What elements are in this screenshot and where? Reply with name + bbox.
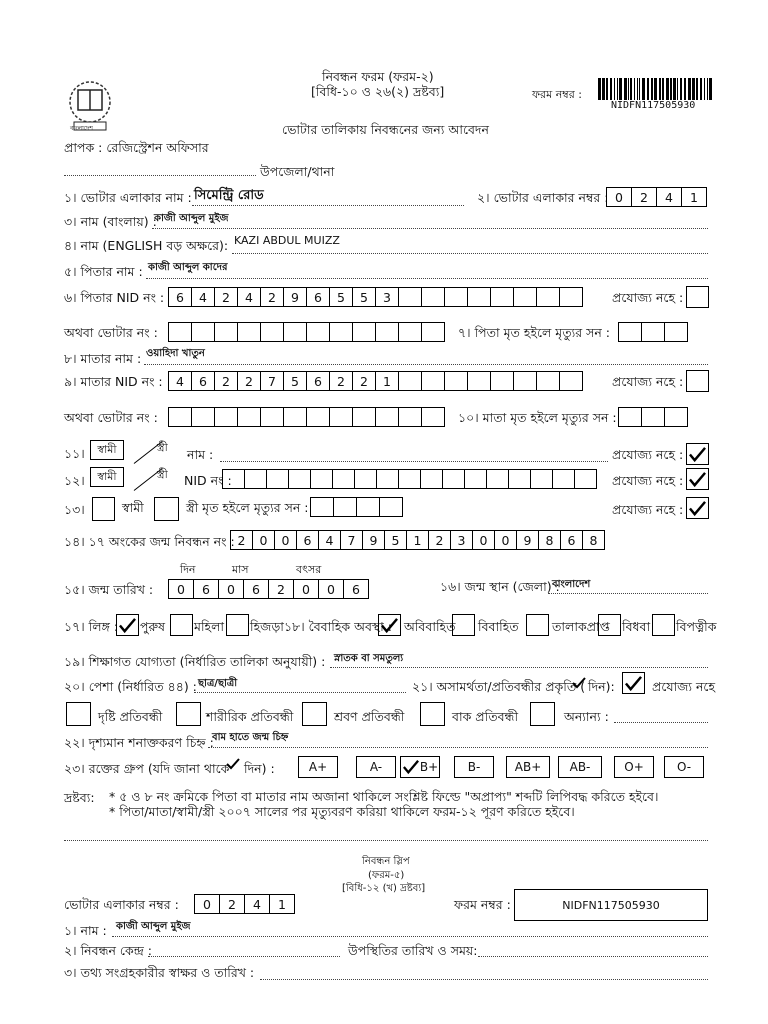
digit-box[interactable]: 0 (274, 530, 297, 550)
disability-na-checkbox[interactable] (622, 672, 645, 694)
barcode-bar (651, 78, 653, 100)
field-22-value[interactable]: বাম হাতে জন্ম চিহ্ন (212, 732, 289, 743)
barcode-text: NIDFN117505930 (611, 100, 696, 111)
voter-no-label-1: অথবা ভোটার নং : (64, 325, 158, 340)
digit-box[interactable]: 7 (260, 371, 284, 391)
digit-box[interactable] (508, 469, 531, 489)
widow-checkbox[interactable] (598, 614, 621, 636)
spouse-death-year-boxes[interactable] (310, 497, 402, 517)
digit-box[interactable]: 0 (494, 530, 517, 550)
barcode (598, 78, 714, 100)
divorced-checkbox[interactable] (526, 614, 549, 636)
digit-box[interactable] (444, 371, 468, 391)
barcode-bar (602, 78, 605, 100)
blood-group-label: B- (467, 760, 481, 774)
physical-label: শারীরিক প্রতিবন্ধী (206, 709, 294, 724)
digit-box[interactable] (329, 407, 353, 427)
barcode-bar (696, 78, 698, 100)
na-label-9: প্রযোজ্য নহে : (612, 374, 684, 389)
digit-box[interactable] (490, 371, 514, 391)
digit-box[interactable]: 0 (218, 579, 244, 599)
digit-box[interactable]: 2 (214, 371, 238, 391)
digit-box[interactable] (467, 287, 491, 307)
form-number-label: ফরম নম্বর : (532, 88, 582, 101)
hearing-label: শ্রবণ প্রতিবন্ধী (334, 709, 405, 724)
digit-box[interactable] (191, 322, 215, 342)
digit-box[interactable] (559, 371, 583, 391)
digit-box[interactable]: 2 (219, 894, 245, 914)
blood-group-label: O+ (624, 760, 644, 774)
field-18-label: ১৮। বৈবাহিক অবস্থা : (284, 619, 392, 634)
blood-group-abpos[interactable] (506, 756, 550, 778)
other-checkbox[interactable] (530, 702, 555, 726)
barcode-bar (673, 78, 676, 100)
voter-no-label-2: অথবা ভোটার নং : (64, 410, 158, 425)
digit-box[interactable] (574, 469, 597, 489)
digit-box[interactable] (306, 322, 330, 342)
mother-nid-boxes[interactable] (168, 371, 582, 391)
field-23-label: ২৩। রক্তের গ্রুপ (যদি জানা থাকে (64, 761, 230, 776)
digit-box[interactable] (214, 407, 238, 427)
field-16-label: ১৬। জন্ম স্থান (জেলা) : (440, 579, 560, 594)
digit-box[interactable]: 8 (538, 530, 561, 550)
digit-box[interactable] (513, 371, 537, 391)
barcode-bar (630, 78, 632, 100)
blood-group-opos[interactable] (614, 756, 654, 778)
female-label: মহিলা (194, 619, 225, 634)
blood-group-label: AB+ (514, 760, 542, 774)
field-8-value[interactable]: ওয়াহিদা খাতুন (146, 348, 205, 359)
check-icon (380, 617, 399, 634)
husband-box-12[interactable]: স্বামী (90, 467, 124, 487)
slip-name-value[interactable]: কাজী আব্দুল মুইজ (116, 921, 191, 932)
field-12-label: ১২। (64, 473, 85, 488)
slip-form-no-label: ফরম নম্বর : (454, 897, 511, 912)
digit-box[interactable] (376, 469, 399, 489)
unmarried-label: অবিবাহিত (404, 619, 456, 634)
field-1-value[interactable]: সিমেন্ট্রি রোড (194, 188, 264, 203)
digit-box[interactable] (356, 497, 380, 517)
digit-box[interactable]: 2 (352, 371, 376, 391)
digit-box[interactable] (559, 287, 583, 307)
digit-box[interactable]: 9 (516, 530, 539, 550)
physical-checkbox[interactable] (176, 702, 201, 726)
digit-box[interactable]: 6 (191, 371, 215, 391)
digit-box[interactable] (237, 407, 261, 427)
field-5-value[interactable]: কাজী আব্দুল কাদের (148, 262, 228, 273)
na-checkbox-9[interactable] (686, 370, 709, 392)
na-checkbox-12[interactable] (686, 468, 709, 490)
blood-group-bneg[interactable] (454, 756, 494, 778)
digit-box[interactable] (191, 407, 215, 427)
digit-box[interactable] (222, 469, 245, 489)
slip-title: নিবন্ধন স্লিপ (362, 856, 410, 867)
barcode-bar (619, 78, 622, 100)
field-20-value[interactable]: ছাত্র/ছাত্রী (198, 678, 238, 689)
barcode-bar (617, 78, 618, 100)
na-label-11: প্রযোজ্য নহে : (612, 447, 684, 462)
barcode-bar (624, 78, 627, 100)
field-8-label: ৮। মাতার নাম : (64, 351, 142, 366)
digit-box[interactable] (618, 322, 642, 342)
tick-icon-23 (226, 758, 240, 774)
barcode-bar (642, 78, 645, 100)
barcode-bar (659, 78, 661, 100)
digit-box[interactable]: 0 (252, 530, 275, 550)
hearing-checkbox[interactable] (302, 702, 327, 726)
birth-registration-boxes[interactable] (230, 530, 604, 550)
note-2: * পিতা/মাতা/স্বামী/স্ত্রী ২০০৭ সালের পর মৃত্যুবরণ করিয়া থাকিলে ফরম-১২ পূরণ করিতে হইবে। (109, 804, 575, 819)
field-2-label: ২। ভোটার এলাকার নম্বর : (477, 190, 609, 205)
na-label-12: প্রযোজ্য নহে : (612, 473, 684, 488)
barcode-bar (707, 78, 708, 100)
digit-box[interactable]: 2 (214, 287, 238, 307)
digit-box[interactable]: 1 (406, 530, 429, 550)
digit-box[interactable] (442, 469, 465, 489)
na-label-6: প্রযোজ্য নহে : (612, 290, 684, 305)
digit-box[interactable] (490, 287, 514, 307)
digit-box[interactable] (310, 469, 333, 489)
digit-box[interactable] (352, 322, 376, 342)
father-death-year-boxes[interactable] (618, 322, 687, 342)
digit-box[interactable]: 6 (306, 371, 330, 391)
husband-checkbox-13[interactable] (92, 497, 115, 521)
barcode-bar (637, 78, 638, 100)
digit-box[interactable] (421, 407, 445, 427)
slip-name-label: ১। নাম : (64, 923, 107, 938)
blood-group-aneg[interactable] (356, 756, 396, 778)
digit-box[interactable] (421, 322, 445, 342)
field-11-label: ১১। (64, 446, 85, 461)
married-label: বিবাহিত (478, 619, 519, 634)
digit-box[interactable] (283, 407, 307, 427)
widow-label: বিধবা (622, 619, 651, 634)
barcode-bar (670, 78, 672, 100)
digit-box[interactable] (375, 407, 399, 427)
field-9-label: ৯। মাতার NID নং : (64, 374, 163, 389)
field-23-tick-label: দিন) : (244, 761, 275, 776)
slip-rule: [বিধি-১২ (খ) দ্রষ্টব্য] (342, 883, 426, 894)
na-checkbox-13[interactable] (686, 497, 709, 519)
digit-box[interactable] (664, 322, 688, 342)
digit-box[interactable] (552, 469, 575, 489)
digit-box[interactable] (398, 371, 422, 391)
digit-box[interactable] (664, 407, 688, 427)
digit-box[interactable]: 5 (352, 287, 376, 307)
digit-box[interactable] (333, 497, 357, 517)
field-1-label: ১। ভোটার এলাকার নাম : (64, 190, 192, 205)
field-13-label: ১৩। (64, 502, 85, 517)
hijra-label: হিজড়া (250, 619, 284, 634)
digit-box[interactable] (398, 407, 422, 427)
digit-box[interactable]: 0 (318, 579, 344, 599)
digit-box[interactable]: 1 (269, 894, 295, 914)
digit-box[interactable] (420, 469, 443, 489)
vision-checkbox[interactable] (66, 702, 91, 726)
male-checkbox[interactable] (116, 614, 139, 636)
digit-box[interactable]: 3 (450, 530, 473, 550)
other-label: অন্যান্য : (564, 709, 609, 724)
digit-box[interactable]: 3 (375, 287, 399, 307)
wife-checkbox-13[interactable] (154, 497, 179, 521)
digit-box[interactable] (288, 469, 311, 489)
barcode-bar (610, 78, 612, 100)
digit-box[interactable] (260, 322, 284, 342)
upazila-label: উপজেলা/থানা (260, 164, 335, 179)
digit-box[interactable]: 9 (283, 287, 307, 307)
slip-area-label: ভোটার এলাকার নম্বর : (64, 897, 179, 912)
blood-group-oneg[interactable] (664, 756, 704, 778)
digit-box[interactable] (375, 322, 399, 342)
digit-box[interactable]: 4 (237, 287, 261, 307)
slip-time-label: উপস্থিতির তারিখ ও সময়: (348, 943, 478, 958)
digit-box[interactable] (168, 322, 192, 342)
spouse-death-label: স্ত্রী মৃত হইলে মৃত্যুর সন : (186, 500, 309, 515)
barcode-bar (709, 78, 712, 100)
blood-group-bpos[interactable] (400, 756, 440, 778)
digit-box[interactable] (398, 287, 422, 307)
barcode-bar (688, 78, 691, 100)
check-icon (118, 617, 137, 634)
digit-box[interactable] (244, 469, 267, 489)
digit-box[interactable] (329, 322, 353, 342)
field-19-label: ১৯। শিক্ষাগত যোগ্যতা (নির্ধারিত তালিকা অনুযায়ী) : (64, 654, 326, 669)
digit-box[interactable] (352, 407, 376, 427)
note-1: * ৫ ও ৮ নং ক্রমিকে পিতা বা মাতার নাম অজানা থাকিলে সংশ্লিষ্ট ফিল্ডে "অপ্রাপ্য" শব্দটি লিপিবদ্ধ করিতে হইবে। (109, 789, 659, 804)
digit-box[interactable]: 2 (428, 530, 451, 550)
male-label: পুরুষ (140, 619, 165, 634)
digit-box[interactable]: 6 (306, 287, 330, 307)
vision-label: দৃষ্টি প্রতিবন্ধী (98, 709, 163, 724)
check-icon (624, 675, 643, 692)
digit-box[interactable] (168, 407, 192, 427)
digit-box[interactable] (260, 407, 284, 427)
digit-box[interactable]: 5 (329, 287, 353, 307)
barcode-bar (700, 78, 702, 100)
digit-box[interactable]: 9 (362, 530, 385, 550)
speech-checkbox[interactable] (420, 702, 445, 726)
logo-caption: বাংলাদেশ (70, 125, 93, 132)
digit-box[interactable]: 4 (656, 187, 682, 207)
digit-box[interactable] (513, 287, 537, 307)
field-4-value[interactable]: KAZI ABDUL MUIZZ (234, 234, 340, 247)
digit-box[interactable] (618, 407, 642, 427)
digit-box[interactable] (398, 469, 421, 489)
digit-box[interactable] (536, 371, 560, 391)
barcode-bar (677, 78, 678, 100)
barcode-bar (692, 78, 695, 100)
form-subtitle: ভোটার তালিকায় নিবন্ধনের জন্য আবেদন (282, 122, 489, 137)
digit-box[interactable] (332, 469, 355, 489)
digit-box[interactable] (530, 469, 553, 489)
digit-box[interactable] (283, 322, 307, 342)
note-label: দ্রষ্টব্য: (64, 790, 95, 805)
recipient: প্রাপক : রেজিস্ট্রেশন অফিসার (64, 140, 209, 155)
widower-label: বিপত্নীক (676, 619, 717, 634)
nid-label-12: NID নং : (184, 473, 232, 488)
slip-form: (ফরম-৫) (368, 870, 405, 881)
digit-box[interactable] (641, 322, 665, 342)
speech-label: বাক প্রতিবন্ধী (452, 709, 519, 724)
field-14-label: ১৪। ১৭ অংকের জন্ম নিবন্ধন নং : (64, 534, 235, 549)
digit-box[interactable]: 0 (194, 894, 220, 914)
date-of-birth-boxes[interactable] (168, 579, 368, 599)
barcode-bar (628, 78, 629, 100)
blood-group-apos[interactable] (298, 756, 338, 778)
digit-box[interactable]: 4 (191, 287, 215, 307)
na-checkbox-11[interactable] (686, 443, 709, 465)
blood-group-label: O- (676, 760, 692, 774)
digit-box[interactable] (421, 287, 445, 307)
digit-box[interactable]: 0 (168, 579, 194, 599)
field-20-label: ২০। পেশা (নির্ধারিত ৪৪) : (64, 679, 197, 694)
barcode-bar (680, 78, 682, 100)
blood-group-label: B+ (419, 760, 439, 774)
digit-box[interactable]: 4 (244, 894, 270, 914)
blood-group-label: A- (369, 760, 383, 774)
mother-voter-no-boxes[interactable] (168, 407, 444, 427)
year-label: বৎসর (296, 563, 322, 576)
father-voter-no-boxes[interactable] (168, 322, 444, 342)
barcode-bar (606, 78, 608, 100)
field-19-value[interactable]: স্নাতক বা সমতুল্য (334, 653, 404, 664)
digit-box[interactable]: 1 (375, 371, 399, 391)
form-rule: [বিধি-১০ ও ২৬(২) দ্রষ্টব্য] (311, 84, 445, 99)
digit-box[interactable] (379, 497, 403, 517)
digit-box[interactable] (214, 322, 238, 342)
digit-box[interactable] (467, 371, 491, 391)
day-label: দিন (180, 563, 196, 576)
disability-na-label: প্রযোজ্য নহে (652, 679, 716, 694)
digit-box[interactable]: 2 (631, 187, 657, 207)
na-checkbox-6[interactable] (686, 286, 709, 308)
digit-box[interactable]: 6 (193, 579, 219, 599)
hijra-checkbox[interactable] (226, 614, 249, 636)
digit-box[interactable] (486, 469, 509, 489)
barcode-bar (614, 78, 615, 100)
unmarried-checkbox[interactable] (378, 614, 401, 636)
blood-group-label: AB- (569, 760, 591, 774)
slip-center-label: ২। নিবন্ধন কেন্দ্র : (64, 943, 153, 958)
check-icon (688, 471, 707, 488)
digit-box[interactable] (536, 287, 560, 307)
wife-label-12: স্ত্রী (157, 468, 168, 481)
digit-box[interactable]: 7 (340, 530, 363, 550)
digit-box[interactable]: 0 (606, 187, 632, 207)
digit-box[interactable]: 1 (681, 187, 707, 207)
digit-box[interactable] (306, 407, 330, 427)
digit-box[interactable]: 4 (168, 371, 192, 391)
digit-box[interactable] (354, 469, 377, 489)
check-icon (688, 500, 707, 517)
field-22-label: ২২। দৃশ্যমান শনাক্তকরণ চিহ্ন : (64, 735, 214, 750)
digit-box[interactable]: 2 (268, 579, 294, 599)
widower-checkbox[interactable] (652, 614, 675, 636)
slip-sign-label: ৩। তথ্য সংগ্রহকারীর স্বাক্ষর ও তারিখ : (64, 965, 255, 980)
month-label: মাস (232, 563, 249, 576)
digit-box[interactable]: 6 (296, 530, 319, 550)
digit-box[interactable] (444, 287, 468, 307)
digit-box[interactable]: 4 (318, 530, 341, 550)
digit-box[interactable]: 5 (283, 371, 307, 391)
digit-box[interactable]: 0 (293, 579, 319, 599)
field-15-label: ১৫। জন্ম তারিখ : (64, 582, 154, 597)
digit-box[interactable] (310, 497, 334, 517)
field-10-label: ১০। মাতা মৃত হইলে মৃত্যুর সন : (458, 410, 617, 425)
barcode-bar (647, 78, 649, 100)
barcode-bar (654, 78, 657, 100)
name-label-11: নাম : (187, 447, 214, 462)
field-3-value[interactable]: কাজী আব্দুল মুইজ (154, 213, 229, 224)
form-title: নিবন্ধন ফরম (ফরম-২) (322, 69, 434, 84)
spouse-nid-boxes[interactable] (222, 469, 596, 489)
barcode-bar (684, 78, 686, 100)
digit-box[interactable]: 6 (168, 287, 192, 307)
digit-box[interactable] (421, 371, 445, 391)
barcode-bar (662, 78, 664, 100)
husband-label-13: স্বামী (122, 500, 144, 515)
check-icon (402, 759, 420, 775)
field-6-label: ৬। পিতার NID নং : (64, 290, 165, 305)
barcode-bar (666, 78, 669, 100)
check-icon (688, 446, 707, 463)
area-number-boxes[interactable] (606, 187, 706, 207)
slip-form-number: NIDFN117505930 (514, 889, 708, 921)
digit-box[interactable] (464, 469, 487, 489)
digit-box[interactable]: 2 (329, 371, 353, 391)
father-nid-boxes[interactable] (168, 287, 582, 307)
husband-box-11[interactable]: স্বামী (90, 440, 124, 460)
na-label-13: প্রযোজ্য নহে : (612, 502, 684, 517)
field-21-label: ২১। অসামর্থতা/প্রতিবন্ধীর প্রকৃতি ( (412, 679, 586, 694)
digit-box[interactable]: 2 (230, 530, 253, 550)
digit-box[interactable]: 0 (472, 530, 495, 550)
mother-death-year-boxes[interactable] (618, 407, 687, 427)
divorced-label: তালাকপ্রাপ্ত (552, 619, 610, 634)
married-checkbox[interactable] (452, 614, 475, 636)
digit-box[interactable] (641, 407, 665, 427)
digit-box[interactable]: 8 (582, 530, 605, 550)
slip-area-number-boxes[interactable] (194, 894, 294, 914)
digit-box[interactable]: 2 (237, 371, 261, 391)
digit-box[interactable] (398, 322, 422, 342)
field-17-label: ১৭। লিঙ্গ : (64, 619, 119, 634)
digit-box[interactable]: 5 (384, 530, 407, 550)
field-3-label: ৩। নাম (বাংলায়) : (64, 214, 157, 229)
digit-box[interactable]: 6 (243, 579, 269, 599)
field-4-label: ৪। নাম (ENGLISH বড় অক্ষরে): (64, 238, 229, 253)
digit-box[interactable]: 6 (343, 579, 369, 599)
blood-group-label: A+ (308, 760, 328, 774)
digit-box[interactable] (237, 322, 261, 342)
tick-icon-21 (572, 677, 586, 693)
barcode-bar (704, 78, 705, 100)
female-checkbox[interactable] (170, 614, 193, 636)
barcode-bar (598, 78, 601, 100)
field-7-label: ৭। পিতা মৃত হইলে মৃত্যুর সন : (458, 325, 610, 340)
field-16-value[interactable]: বাংলাদেশ (552, 579, 591, 590)
barcode-bar (634, 78, 635, 100)
field-21-tick-label: দিন): (588, 679, 615, 694)
field-5-label: ৫। পিতার নাম : (64, 264, 143, 279)
blood-group-abneg[interactable] (558, 756, 602, 778)
wife-label-11: স্ত্রী (157, 441, 168, 454)
barcode-bar (639, 78, 640, 100)
digit-box[interactable]: 2 (260, 287, 284, 307)
digit-box[interactable]: 6 (560, 530, 583, 550)
digit-box[interactable] (266, 469, 289, 489)
